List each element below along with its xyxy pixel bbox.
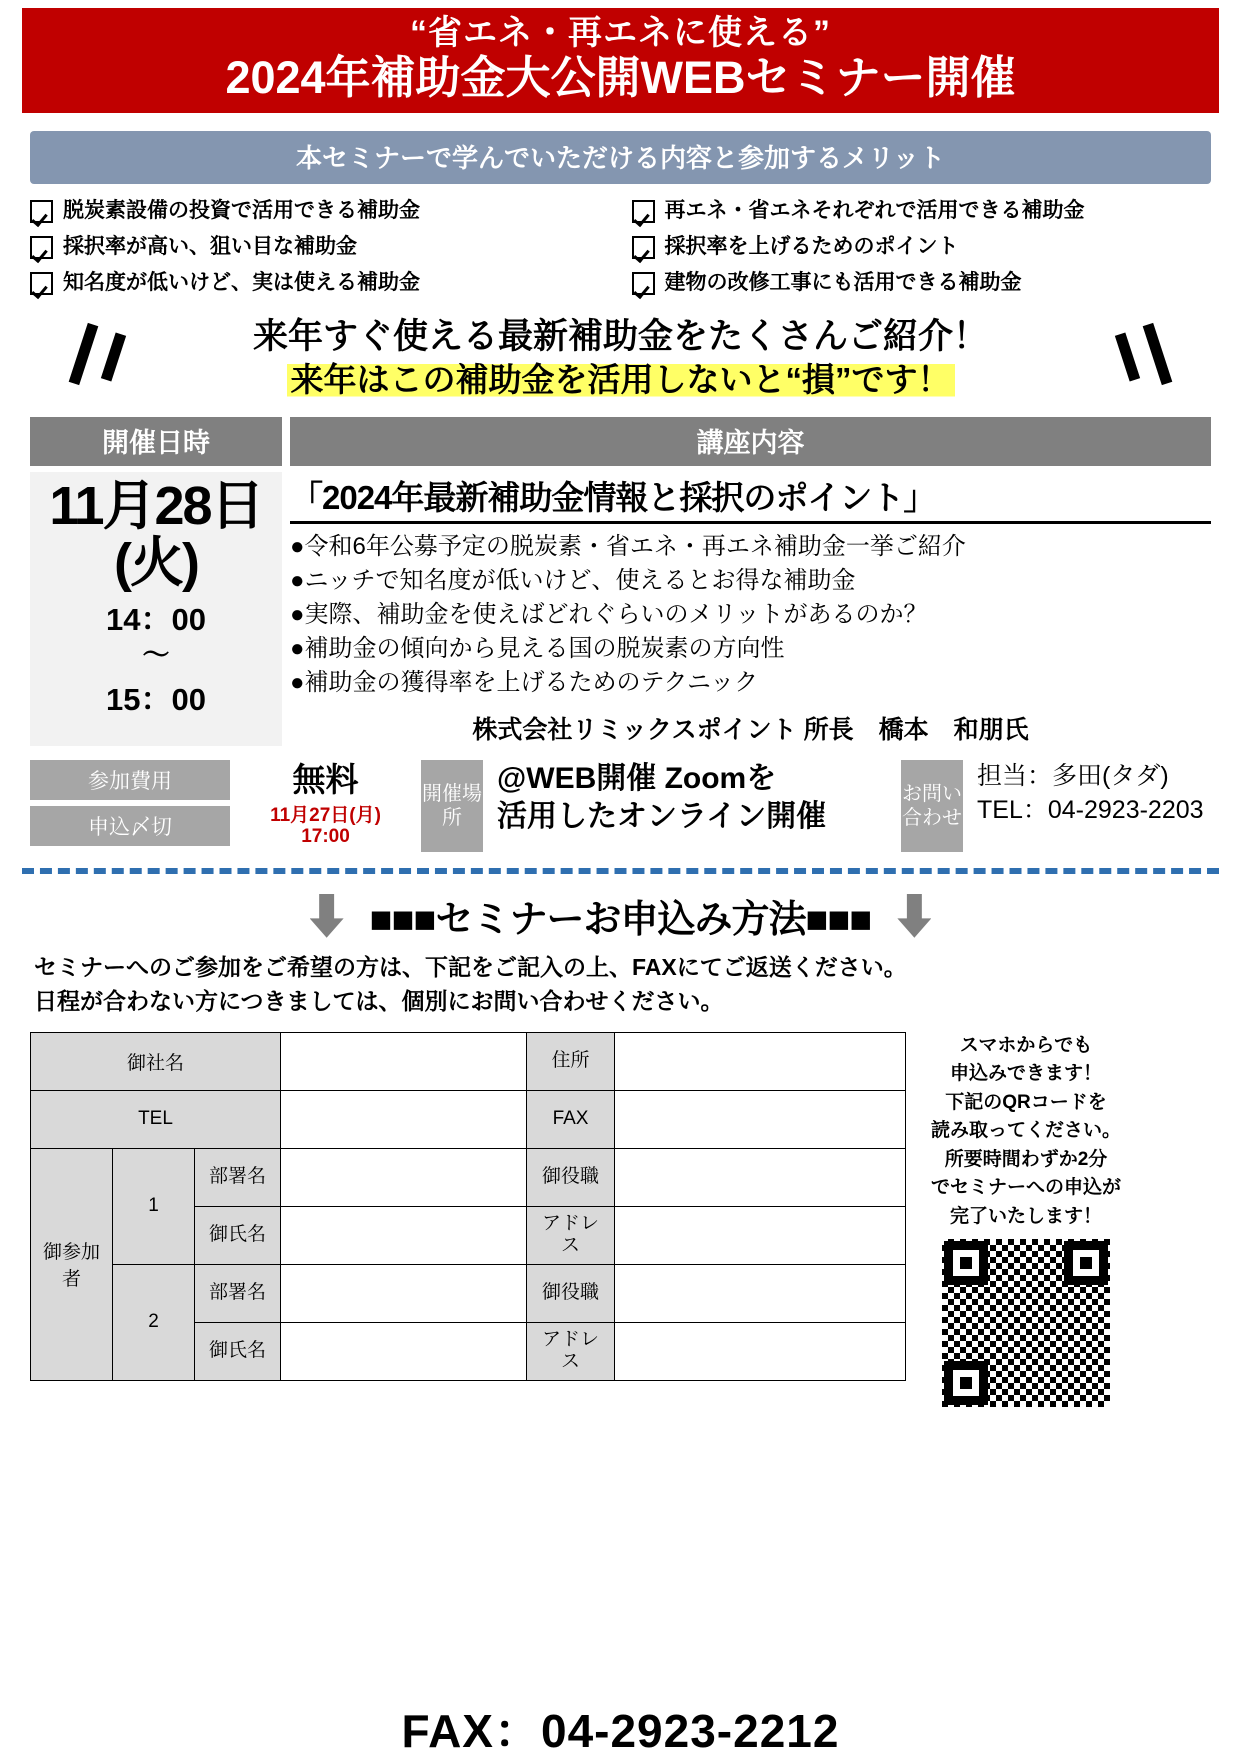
qr-finder-icon	[944, 1361, 988, 1405]
event-time-start: 14：00	[106, 602, 206, 638]
checkbox-checked-icon	[632, 200, 655, 223]
contact-person: 担当：多田(タダ)	[977, 762, 1169, 791]
merit-bar: 本セミナーで学んでいただける内容と参加するメリット	[30, 131, 1211, 184]
fax-application-form	[30, 1032, 906, 1381]
fax-label: FAX	[527, 1090, 615, 1148]
list-item-label: 脱炭素設備の投資で活用できる補助金	[63, 198, 420, 222]
arrow-down-icon	[310, 894, 344, 938]
list-item-label: 知名度が低いけど、実は使える補助金	[63, 271, 420, 295]
dept-label-1: 部署名	[195, 1148, 281, 1206]
course-bullets	[290, 530, 1211, 700]
place-value	[491, 760, 893, 852]
deadline-label: 申込〆切	[30, 806, 230, 846]
emphasis-block	[20, 315, 1221, 411]
mail-label-1: アドレス	[527, 1206, 615, 1264]
post-input-1[interactable]	[615, 1148, 906, 1206]
deadline-date: 11月27日(月)	[270, 804, 381, 826]
info-labels	[30, 760, 230, 852]
table-row	[31, 1090, 906, 1148]
dept-input-1[interactable]	[281, 1148, 527, 1206]
list-item-label: 採択率を上げるためのポイント	[664, 235, 959, 259]
qr-instruction-line: 下記のQRコードを	[945, 1091, 1107, 1113]
mail-input-2[interactable]	[615, 1322, 906, 1380]
list-item	[30, 196, 610, 226]
company-label: 御社名	[31, 1032, 281, 1090]
company-input[interactable]	[281, 1032, 527, 1090]
qr-instruction-line: 読み取ってください。	[931, 1120, 1122, 1142]
lecturer-name: 株式会社リミックスポイント 所長 橋本 和朋氏	[472, 716, 1029, 745]
checkbox-checked-icon	[30, 200, 53, 223]
contact-tel: TEL：04-2923-2203	[977, 796, 1204, 825]
qr-section	[920, 1032, 1132, 1408]
checkbox-checked-icon	[632, 272, 655, 295]
place-value-line-2: 活用したオンライン開催	[497, 799, 827, 833]
name-input-1[interactable]	[281, 1206, 527, 1264]
dashed-divider	[22, 868, 1219, 874]
fax-input[interactable]	[615, 1090, 906, 1148]
apply-title: ■■■セミナーお申込み方法■■■	[369, 899, 872, 942]
event-date-box	[30, 472, 282, 746]
attendee-number-1: 1	[113, 1148, 195, 1264]
qr-instruction-line: スマホからでも	[959, 1034, 1093, 1056]
emphasis-line-1: 来年すぐ使える最新補助金をたくさんご紹介！	[252, 316, 988, 356]
arrow-down-icon	[897, 894, 931, 938]
tel-input[interactable]	[281, 1090, 527, 1148]
list-item	[632, 196, 1212, 226]
address-input[interactable]	[615, 1032, 906, 1090]
name-input-2[interactable]	[281, 1322, 527, 1380]
place-value-line-1: @WEB開催 Zoomを	[497, 762, 777, 796]
info-values	[238, 760, 413, 852]
mail-label-2: アドレス	[527, 1322, 615, 1380]
checkbox-checked-icon	[30, 236, 53, 259]
list-item: ●令和6年公募予定の脱炭素・省エネ・再エネ補助金一挙ご紹介	[290, 532, 966, 560]
qr-instruction-line: 所要時間わずか2分	[944, 1148, 1108, 1170]
place-label: 開催場所	[421, 760, 483, 852]
list-item	[30, 268, 610, 298]
attendee-number-2: 2	[113, 1264, 195, 1380]
event-time-end: 15：00	[106, 681, 206, 717]
qr-finder-icon	[944, 1241, 988, 1285]
apply-note-line-1: セミナーへのご参加をご希望の方は、下記をご記入の上、FAXにてご返送ください。	[34, 954, 907, 981]
qr-instruction-line: 申込みできます！	[950, 1063, 1103, 1085]
list-item	[632, 232, 1212, 262]
address-label: 住所	[527, 1032, 615, 1090]
name-label-2: 御氏名	[195, 1322, 281, 1380]
dept-label-2: 部署名	[195, 1264, 281, 1322]
mail-input-1[interactable]	[615, 1206, 906, 1264]
deadline-value	[238, 805, 413, 849]
qr-code-icon[interactable]	[942, 1239, 1110, 1407]
apply-header	[30, 888, 1211, 943]
apply-note-line-2: 日程が合わない方につきましては、個別にお問い合わせください。	[34, 987, 724, 1014]
schedule-body	[30, 472, 1211, 746]
header-line-1: “省エネ・再エネに使える”	[410, 14, 831, 52]
list-item	[30, 232, 610, 262]
course-box	[290, 472, 1211, 746]
deadline-time: 17:00	[301, 826, 350, 848]
tel-label: TEL	[31, 1090, 281, 1148]
apply-note	[34, 951, 1207, 1018]
footer-fax-number: FAX：04-2923-2212	[401, 1705, 840, 1757]
list-item: ●補助金の獲得率を上げるためのテクニック	[290, 669, 759, 697]
contact-label: お問い合わせ	[901, 760, 963, 852]
table-row	[31, 1264, 906, 1322]
emphasis-line-2: 来年はこの補助金を活用しないと“損”です！	[287, 359, 955, 400]
list-item-label: 建物の改修工事にも活用できる補助金	[664, 271, 1022, 295]
list-item-label: 採択率が高い、狙い目な補助金	[63, 235, 357, 259]
contact-value	[971, 760, 1211, 852]
list-item: ●実際、補助金を使えばどれぐらいのメリットがあるのか？	[290, 601, 928, 629]
attendee-label: 御参加者	[31, 1148, 113, 1380]
checklist	[30, 196, 1211, 305]
qr-instructions	[920, 1032, 1132, 1232]
event-date: 11月28日(火)	[49, 475, 263, 593]
checkbox-checked-icon	[30, 272, 53, 295]
course-title: 「2024年最新補助金情報と採択のポイント」	[290, 472, 1211, 524]
list-item: ●ニッチで知名度が低いけど、使えるとお得な補助金	[290, 566, 856, 594]
header-line-2: 2024年補助金大公開WEBセミナー開催	[225, 52, 1016, 104]
fee-value: 無料	[292, 761, 359, 799]
qr-instruction-line: でセミナーへの申込が	[931, 1177, 1122, 1199]
post-label-2: 御役職	[527, 1264, 615, 1322]
name-label-1: 御氏名	[195, 1206, 281, 1264]
list-item: ●補助金の傾向から見える国の脱炭素の方向性	[290, 635, 785, 663]
fee-label: 参加費用	[30, 760, 230, 800]
qr-instruction-line: 完了いたします！	[950, 1205, 1103, 1227]
table-row	[31, 1032, 906, 1090]
post-input-2[interactable]	[615, 1264, 906, 1322]
checklist-column-right	[632, 196, 1212, 305]
list-item	[632, 268, 1212, 298]
post-label-1: 御役職	[527, 1148, 615, 1206]
event-time-separator: ～	[142, 640, 170, 671]
schedule-datetime-header: 開催日時	[30, 417, 282, 466]
schedule-content-header: 講座内容	[290, 417, 1211, 466]
dept-input-2[interactable]	[281, 1264, 527, 1322]
form-area	[30, 1032, 1211, 1408]
qr-finder-icon	[1064, 1241, 1108, 1285]
schedule-header-row	[30, 417, 1211, 466]
page-header	[22, 8, 1219, 113]
info-strip	[30, 760, 1211, 852]
checkbox-checked-icon	[632, 236, 655, 259]
checklist-column-left	[30, 196, 610, 305]
table-row	[31, 1148, 906, 1206]
list-item-label: 再エネ・省エネそれぞれで活用できる補助金	[664, 198, 1085, 222]
